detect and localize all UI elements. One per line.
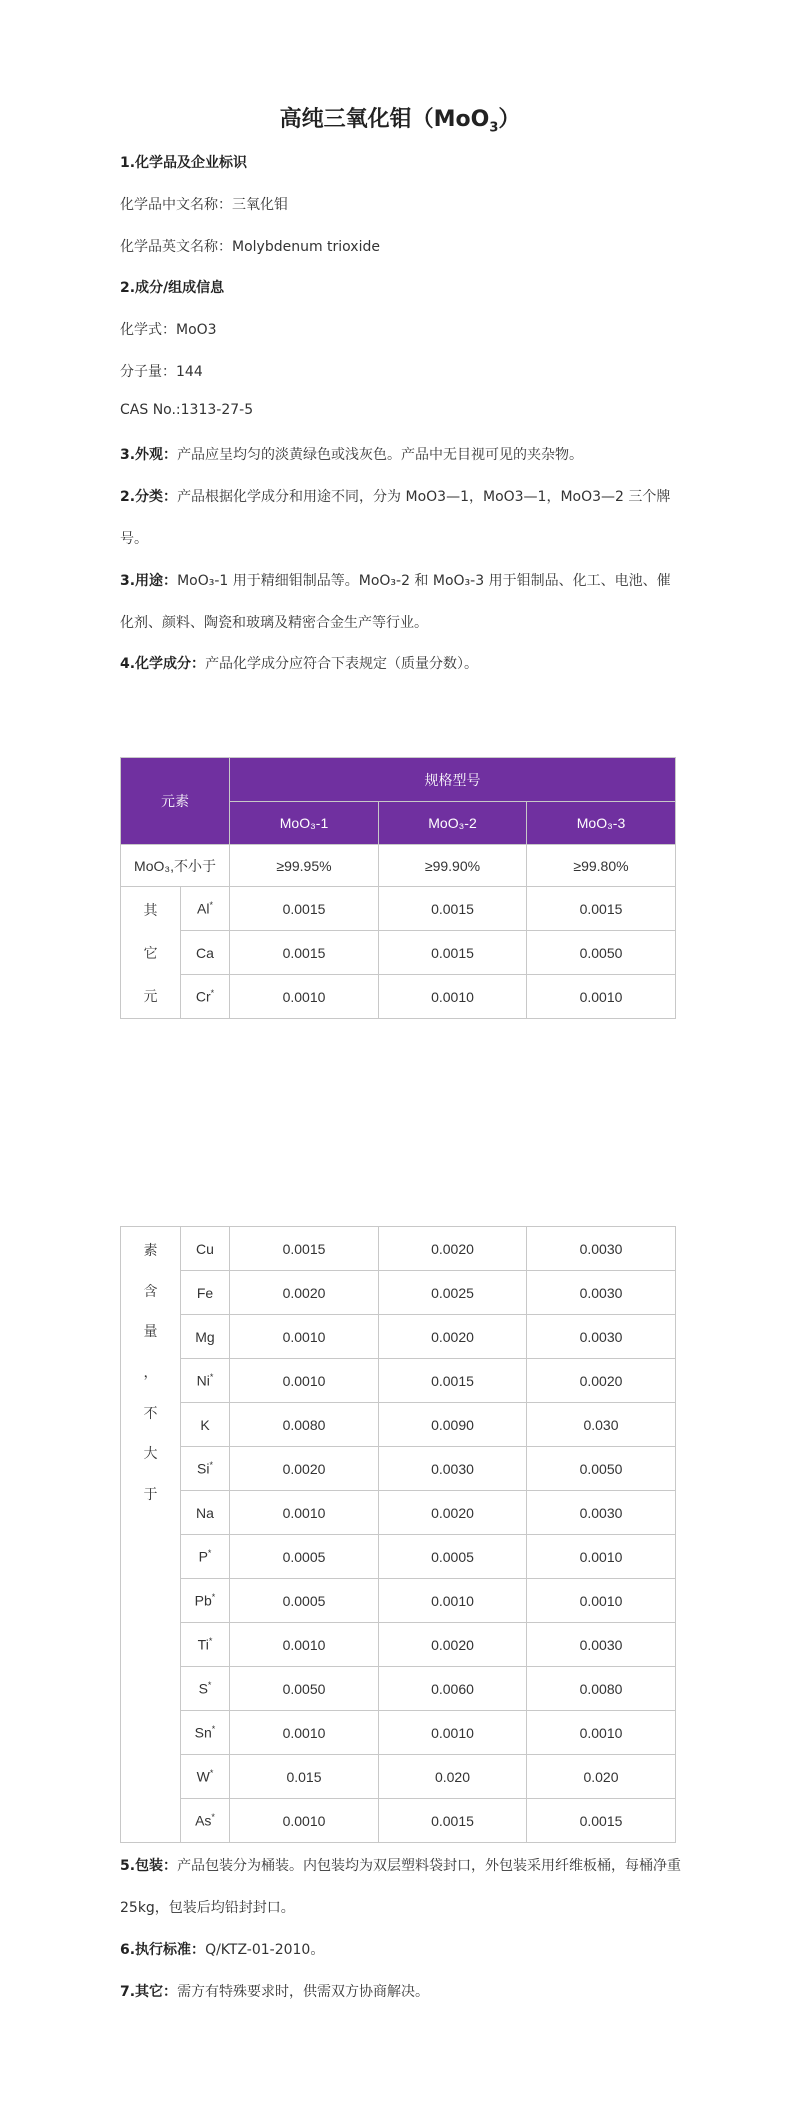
table-cell: 0.0010: [527, 1535, 676, 1579]
other-elements-label-cont: 素 含 量 ， 不 大 于: [121, 1227, 181, 1843]
element-name: As*: [181, 1799, 230, 1843]
chemical-en-name: 化学品英文名称：Molybdenum trioxide: [120, 239, 380, 255]
grade-header: MoO₃-2: [379, 802, 527, 845]
standard-line: 6.执行标准：Q/KTZ-01-2010。: [120, 1942, 325, 1958]
table-cell: 0.0015: [230, 1227, 379, 1271]
table-row: [121, 1227, 676, 1271]
element-name: Fe: [181, 1271, 230, 1315]
packaging-line: 5.包装：产品包装分为桶装。内包装均为双层塑料袋封口，外包装采用纤维板桶，每桶净重: [120, 1858, 682, 1874]
table-cell: 0.0020: [230, 1271, 379, 1315]
table-cell: 0.0005: [379, 1535, 527, 1579]
cas-number: CAS No.:1313-27-5: [120, 402, 254, 418]
element-name: Sn*: [181, 1711, 230, 1755]
table-row: [121, 1491, 676, 1535]
table-cell: 0.0010: [230, 1623, 379, 1667]
element-name: Ni*: [181, 1359, 230, 1403]
table-cell: 0.0010: [230, 1491, 379, 1535]
table-cell: 0.0010: [230, 1359, 379, 1403]
table-row: [121, 1667, 676, 1711]
moo3-value: ≥99.95%: [230, 845, 379, 887]
table-cell: 0.0060: [379, 1667, 527, 1711]
other-line: 7.其它：需方有特殊要求时，供需双方协商解决。: [120, 1984, 430, 2000]
table-cell: 0.0030: [527, 1271, 676, 1315]
table-row: [121, 1623, 676, 1667]
section2-heading: 2.成分/组成信息: [120, 280, 225, 296]
table-cell: 0.0090: [379, 1403, 527, 1447]
table-cell: 0.0030: [527, 1623, 676, 1667]
table-cell: 0.0080: [230, 1403, 379, 1447]
table-row: [121, 1711, 676, 1755]
table-cell: 0.0015: [230, 887, 379, 931]
table-cell: 0.0015: [379, 1799, 527, 1843]
table-cell: 0.0005: [230, 1535, 379, 1579]
table-cell: 0.0020: [527, 1359, 676, 1403]
table-cell: 0.0030: [527, 1315, 676, 1359]
table-cell: 0.0050: [527, 931, 676, 975]
table-cell: 0.0020: [379, 1315, 527, 1359]
table-cell: 0.0020: [230, 1447, 379, 1491]
moo3-value: ≥99.90%: [379, 845, 527, 887]
table-cell: 0.030: [527, 1403, 676, 1447]
table-cell: 0.0010: [527, 1579, 676, 1623]
table-row: [121, 1579, 676, 1623]
spec-header: 规格型号: [230, 758, 676, 802]
table-cell: 0.0010: [230, 1711, 379, 1755]
table-row: [121, 1271, 676, 1315]
element-name: Al*: [181, 887, 230, 931]
page-title: 高纯三氧化钼（MoO$_3$）: [279, 107, 521, 136]
table-row: [121, 1755, 676, 1799]
table-cell: 0.0010: [230, 1799, 379, 1843]
element-name: S*: [181, 1667, 230, 1711]
composition-table-part2: [120, 1226, 676, 1843]
section1-heading: 1.化学品及企业标识: [120, 155, 248, 171]
table-row: [121, 845, 676, 887]
usage-line-cont: 化剂、颜料、陶瓷和玻璃及精密合金生产等行业。: [120, 615, 428, 631]
table-row: [121, 931, 676, 975]
table-cell: 0.0050: [230, 1667, 379, 1711]
table-cell: 0.0030: [527, 1491, 676, 1535]
table-cell: 0.015: [230, 1755, 379, 1799]
table-cell: 0.0015: [379, 887, 527, 931]
table-cell: 0.0050: [527, 1447, 676, 1491]
element-name: K: [181, 1403, 230, 1447]
element-name: Si*: [181, 1447, 230, 1491]
table-row: [121, 1403, 676, 1447]
table-cell: 0.0015: [230, 931, 379, 975]
table-row: [121, 1315, 676, 1359]
table-cell: 0.020: [527, 1755, 676, 1799]
element-name: Pb*: [181, 1579, 230, 1623]
table-cell: 0.0030: [379, 1447, 527, 1491]
table-row: [121, 887, 676, 931]
composition-line: 4.化学成分：产品化学成分应符合下表规定（质量分数）。: [120, 656, 479, 672]
element-name: Na: [181, 1491, 230, 1535]
table-row: [121, 1535, 676, 1579]
composition-table-part1: [120, 757, 676, 1019]
table-cell: 0.0020: [379, 1227, 527, 1271]
element-name: Mg: [181, 1315, 230, 1359]
table-cell: 0.0020: [379, 1623, 527, 1667]
classification-line: 2.分类：产品根据化学成分和用途不同，分为 MoO3—1，MoO3—1，MoO3—2 三个牌: [120, 489, 671, 505]
table-cell: 0.0005: [230, 1579, 379, 1623]
element-name: P*: [181, 1535, 230, 1579]
table-cell: 0.0010: [379, 975, 527, 1019]
chemical-cn-name: 化学品中文名称：三氧化钼: [120, 197, 288, 213]
table-cell: 0.0010: [230, 975, 379, 1019]
table-cell: 0.020: [379, 1755, 527, 1799]
table-row: [121, 1359, 676, 1403]
appearance-line: 3.外观：产品应呈均匀的淡黄绿色或浅灰色。产品中无目视可见的夹杂物。: [120, 447, 584, 463]
moo3-value: ≥99.80%: [527, 845, 676, 887]
classification-line-cont: 号。: [120, 531, 148, 547]
element-name: W*: [181, 1755, 230, 1799]
element-name: Cu: [181, 1227, 230, 1271]
element-header: 元素: [121, 758, 230, 845]
element-name: Ti*: [181, 1623, 230, 1667]
table-cell: 0.0010: [230, 1315, 379, 1359]
table-row: [121, 1447, 676, 1491]
table-cell: 0.0010: [527, 1711, 676, 1755]
packaging-line-cont: 25kg，包装后均铅封封口。: [120, 1900, 295, 1916]
table-cell: 0.0010: [379, 1579, 527, 1623]
other-elements-label: 其 它 元: [121, 887, 181, 1019]
chemical-formula: 化学式：MoO3: [120, 322, 217, 338]
table-row: [121, 975, 676, 1019]
table-row: [121, 1799, 676, 1843]
table-cell: 0.0015: [527, 1799, 676, 1843]
table-cell: 0.0030: [527, 1227, 676, 1271]
table-cell: 0.0080: [527, 1667, 676, 1711]
moo3-label: MoO₃,不小于: [121, 845, 230, 887]
table-cell: 0.0010: [379, 1711, 527, 1755]
table-cell: 0.0015: [527, 887, 676, 931]
table-cell: 0.0010: [527, 975, 676, 1019]
element-name: Cr*: [181, 975, 230, 1019]
molecular-weight: 分子量：144: [120, 364, 203, 380]
grade-header: MoO₃-1: [230, 802, 379, 845]
element-name: Ca: [181, 931, 230, 975]
table-cell: 0.0015: [379, 1359, 527, 1403]
grade-header: MoO₃-3: [527, 802, 676, 845]
table-cell: 0.0020: [379, 1491, 527, 1535]
usage-line: 3.用途：MoO₃-1 用于精细钼制品等。MoO₃-2 和 MoO₃-3 用于钼制品、化工、电池、催: [120, 573, 671, 589]
table-cell: 0.0025: [379, 1271, 527, 1315]
table-cell: 0.0015: [379, 931, 527, 975]
